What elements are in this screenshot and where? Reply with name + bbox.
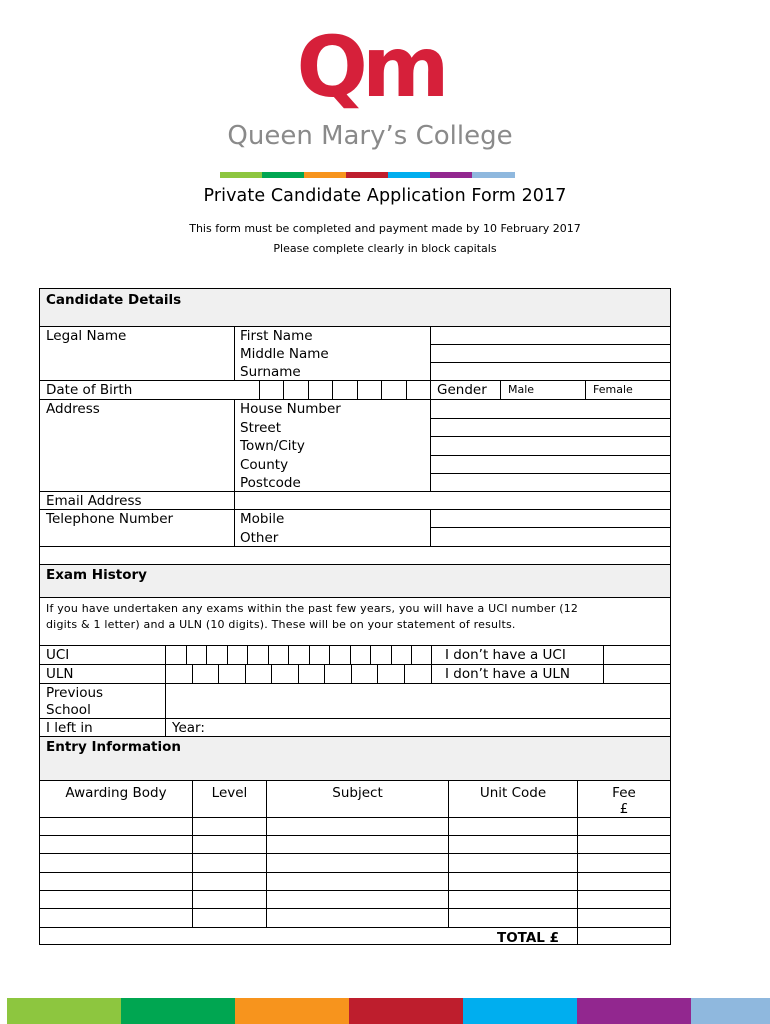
left-in-label: I left in xyxy=(46,720,93,736)
gender-label: Gender xyxy=(437,382,487,398)
other-phone-field[interactable] xyxy=(431,528,670,546)
street-field[interactable] xyxy=(431,419,670,436)
gender-option-female[interactable]: Female xyxy=(593,383,633,396)
previous-school-field[interactable] xyxy=(166,684,670,718)
fee-header: Fee xyxy=(612,785,636,801)
entry-rows[interactable] xyxy=(40,818,670,927)
house-number-field[interactable] xyxy=(431,400,670,418)
middle-name-label: Middle Name xyxy=(240,346,329,362)
gender-option-male[interactable]: Male xyxy=(508,383,535,396)
entry-information-heading: Entry Information xyxy=(46,739,182,755)
exam-history-note-line-2: digits & 1 letter) and a ULN (10 digits). These will be on your statement of results. xyxy=(46,618,516,631)
stripe-segment xyxy=(121,998,235,1024)
stripe-segment xyxy=(577,998,691,1024)
stripe-segment xyxy=(349,998,463,1024)
total-label: TOTAL £ xyxy=(497,930,559,946)
middle-name-field[interactable] xyxy=(431,345,670,362)
telephone-number-label: Telephone Number xyxy=(46,511,174,527)
total-fee-field[interactable] xyxy=(578,928,670,944)
previous-label: Previous xyxy=(46,685,104,701)
stripe-segment xyxy=(691,998,770,1024)
exam-history-heading: Exam History xyxy=(46,567,147,583)
county-field[interactable] xyxy=(431,456,670,473)
mobile-label: Mobile xyxy=(240,511,285,527)
first-name-label: First Name xyxy=(240,328,313,344)
footer-color-stripe xyxy=(7,998,770,1024)
stripe-segment xyxy=(7,998,121,1024)
house-number-label: House Number xyxy=(240,401,341,417)
street-label: Street xyxy=(240,420,282,436)
candidate-details-heading: Candidate Details xyxy=(46,292,182,308)
no-uci-checkbox[interactable] xyxy=(604,646,670,664)
fee-currency: £ xyxy=(619,801,629,817)
town-city-field[interactable] xyxy=(431,437,670,455)
capitals-instruction: Please complete clearly in block capitals xyxy=(273,242,497,255)
first-name-field[interactable] xyxy=(431,327,670,344)
email-field[interactable] xyxy=(235,492,670,509)
surname-label: Surname xyxy=(240,364,301,380)
postcode-field[interactable] xyxy=(431,474,670,491)
no-uln-checkbox[interactable] xyxy=(604,665,670,683)
date-of-birth-boxes[interactable] xyxy=(235,381,430,399)
year-label: Year: xyxy=(172,720,205,736)
exam-history-note-line-1: If you have undertaken any exams within the past few years, you will have a UCI number (12 xyxy=(46,602,579,615)
subject-header: Subject xyxy=(332,785,383,801)
awarding-body-header: Awarding Body xyxy=(65,785,167,801)
uci-label: UCI xyxy=(46,647,70,663)
school-label: School xyxy=(46,702,91,718)
date-of-birth-label: Date of Birth xyxy=(46,382,133,398)
surname-field[interactable] xyxy=(431,363,670,380)
no-uci-label: I don’t have a UCI xyxy=(445,647,566,663)
deadline-instruction: This form must be completed and payment made by 10 February 2017 xyxy=(189,222,581,235)
uci-boxes[interactable] xyxy=(166,646,431,664)
logo-mark-text: Qm xyxy=(296,18,444,116)
county-label: County xyxy=(240,457,289,473)
other-phone-label: Other xyxy=(240,530,279,546)
postcode-label: Postcode xyxy=(240,475,301,491)
page-title: Private Candidate Application Form 2017 xyxy=(203,186,567,206)
stripe-segment xyxy=(235,998,349,1024)
unit-code-header: Unit Code xyxy=(479,785,547,801)
college-name: Queen Mary’s College xyxy=(227,121,513,151)
level-header: Level xyxy=(211,785,248,801)
legal-name-label: Legal Name xyxy=(46,328,127,344)
mobile-field[interactable] xyxy=(431,510,670,527)
uln-label: ULN xyxy=(46,666,74,682)
stripe-segment xyxy=(463,998,577,1024)
town-city-label: Town/City xyxy=(240,438,305,454)
uln-boxes[interactable] xyxy=(166,665,431,683)
address-label: Address xyxy=(46,401,100,417)
no-uln-label: I don’t have a ULN xyxy=(445,666,571,682)
year-left-field[interactable] xyxy=(215,719,670,736)
email-address-label: Email Address xyxy=(46,493,142,509)
